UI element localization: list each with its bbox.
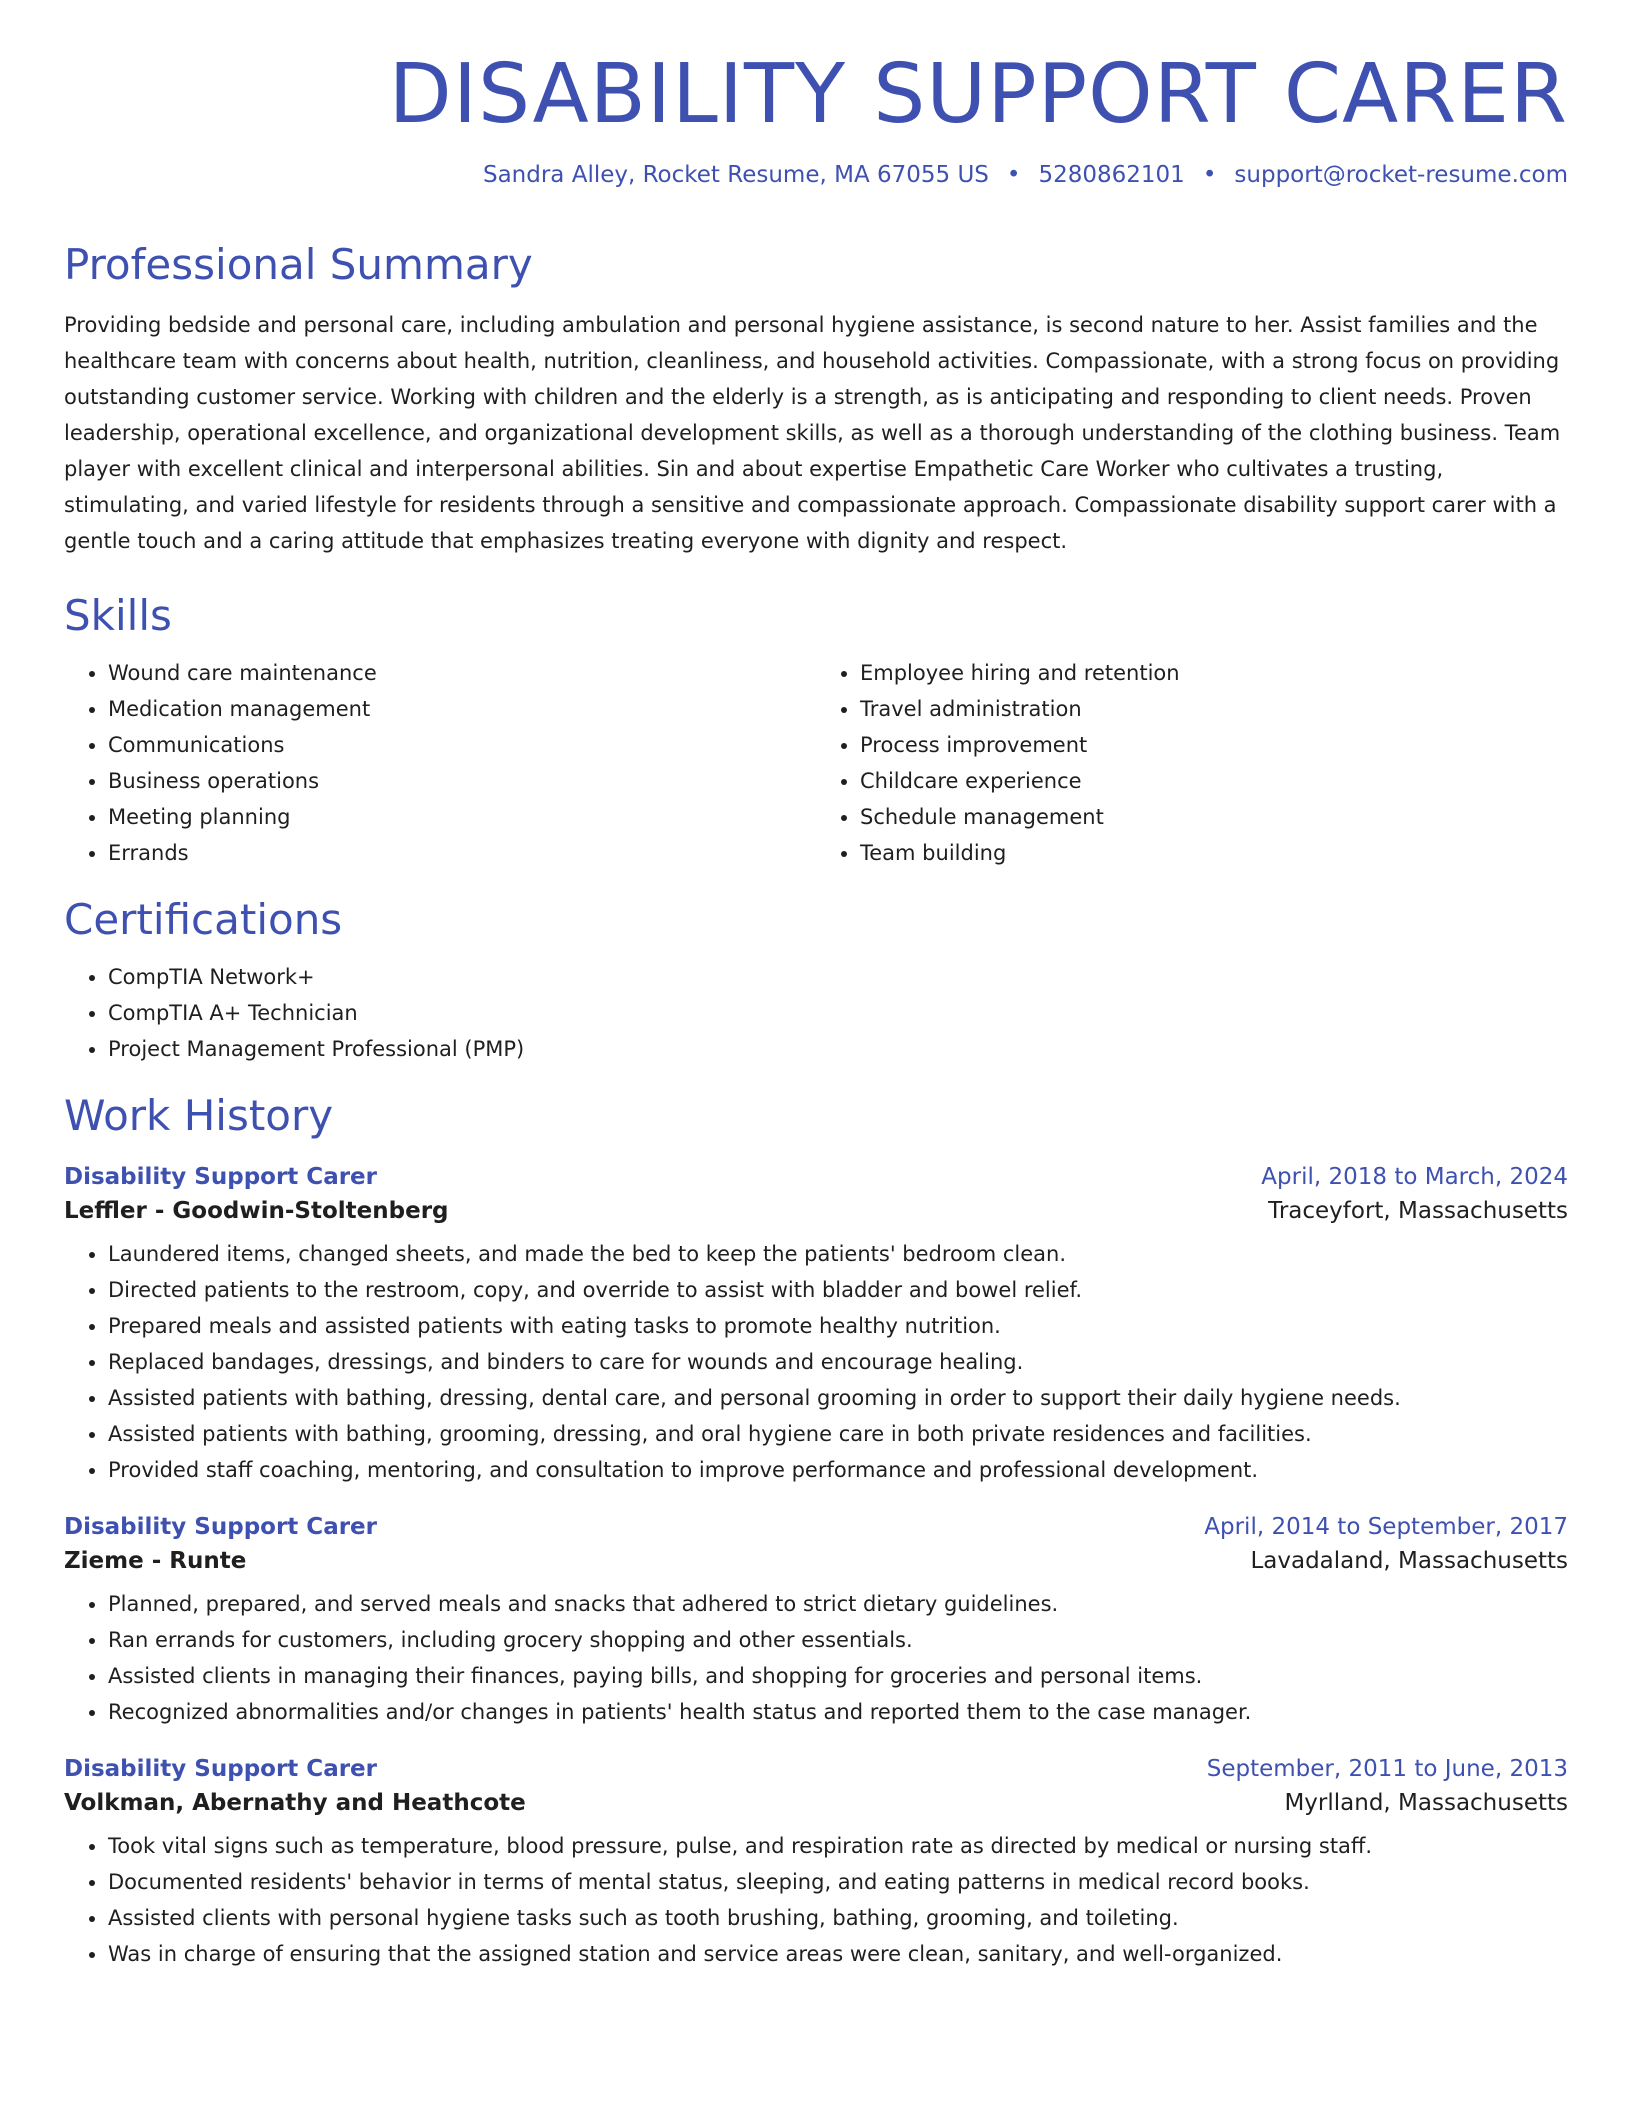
job-bullet: • Documented residents' behavior in terms of mental status, sleeping, and eating patterns in medical record books. — [108, 1864, 1568, 1900]
certification-item: • CompTIA Network+ — [108, 959, 1568, 995]
job-company: Volkman, Abernathy and Heathcote — [64, 1789, 526, 1816]
job-bullet: • Assisted clients with personal hygiene tasks such as tooth brushing, bathing, grooming, and toileting. — [108, 1900, 1568, 1936]
skills-section — [64, 591, 1568, 871]
job-title: Disability Support Carer — [64, 1755, 377, 1782]
skill-item: • Schedule management — [860, 799, 1568, 835]
job-location: Traceyfort, Massachusetts — [1268, 1197, 1568, 1224]
job-subheader — [64, 1548, 1568, 1574]
skills-heading: Skills — [64, 590, 172, 640]
certification-item: • CompTIA A+ Technician — [108, 995, 1568, 1031]
job-header — [64, 1756, 1568, 1782]
work-history-heading: Work History — [64, 1091, 334, 1141]
contact-separator: • — [1006, 162, 1021, 189]
skill-item: • Travel administration — [860, 691, 1568, 727]
job-bullet: • Ran errands for customers, including grocery shopping and other essentials. — [108, 1622, 1568, 1658]
job-bullet: • Recognized abnormalities and/or changes in patients' health status and reported them to the case manager. — [108, 1694, 1568, 1730]
skills-list-left — [64, 655, 816, 871]
certification-item: • Project Management Professional (PMP) — [108, 1031, 1568, 1067]
job-bullet: • Assisted patients with bathing, dressing, dental care, and personal grooming in order to support their daily hygiene needs. — [108, 1380, 1568, 1416]
skill-item: • Wound care maintenance — [108, 655, 816, 691]
job-location: Myrlland, Massachusetts — [1284, 1789, 1568, 1816]
job-bullet: • Replaced bandages, dressings, and binders to care for wounds and encourage healing. — [108, 1344, 1568, 1380]
job-entry — [64, 1514, 1568, 1730]
job-dates: September, 2011 to June, 2013 — [1206, 1755, 1568, 1782]
skill-item: • Communications — [108, 727, 816, 763]
job-bullets — [64, 1236, 1568, 1488]
job-subheader — [64, 1198, 1568, 1224]
job-bullet: • Took vital signs such as temperature, blood pressure, pulse, and respiration rate as directed by medical or nursing staff. — [108, 1828, 1568, 1864]
skills-grid — [64, 655, 1568, 871]
job-bullet: • Directed patients to the restroom, copy, and override to assist with bladder and bowel relief. — [108, 1272, 1568, 1308]
contact-separator: • — [1202, 162, 1217, 189]
job-bullet: • Assisted clients in managing their finances, paying bills, and shopping for groceries and personal items. — [108, 1658, 1568, 1694]
job-company: Zieme - Runte — [64, 1547, 247, 1574]
job-header — [64, 1514, 1568, 1540]
job-entry — [64, 1756, 1568, 1972]
job-entry — [64, 1164, 1568, 1488]
skill-item: • Medication management — [108, 691, 816, 727]
contact-email: support@rocket-resume.com — [1234, 162, 1568, 189]
candidate-title: DISABILITY SUPPORT CARER — [388, 47, 1568, 142]
work-history-section — [64, 1091, 1568, 1971]
job-subheader — [64, 1790, 1568, 1816]
job-bullets — [64, 1586, 1568, 1730]
job-header — [64, 1164, 1568, 1190]
job-title: Disability Support Carer — [64, 1163, 377, 1190]
skill-item: • Employee hiring and retention — [860, 655, 1568, 691]
contact-phone: 5280862101 — [1038, 162, 1185, 189]
job-bullets — [64, 1828, 1568, 1972]
job-bullet: • Was in charge of ensuring that the assigned station and service areas were clean, sanitary, and well-organized. — [108, 1936, 1568, 1972]
job-title: Disability Support Carer — [64, 1513, 377, 1540]
skill-item: • Errands — [108, 835, 816, 871]
job-company: Leffler - Goodwin-Stoltenberg — [64, 1197, 449, 1224]
skill-item: • Process improvement — [860, 727, 1568, 763]
skill-item: • Business operations — [108, 763, 816, 799]
certifications-list — [64, 959, 1568, 1067]
skill-item: • Childcare experience — [860, 763, 1568, 799]
contact-line — [64, 162, 1568, 188]
job-bullet: • Prepared meals and assisted patients with eating tasks to promote healthy nutrition. — [108, 1308, 1568, 1344]
job-dates: April, 2014 to September, 2017 — [1204, 1513, 1568, 1540]
contact-address: Sandra Alley, Rocket Resume, MA 67055 US — [482, 162, 989, 189]
certifications-heading: Certifications — [64, 894, 343, 944]
skill-item: • Meeting planning — [108, 799, 816, 835]
job-dates: April, 2018 to March, 2024 — [1261, 1163, 1568, 1190]
job-bullet: • Assisted patients with bathing, grooming, dressing, and oral hygiene care in both private residences and facilities. — [108, 1416, 1568, 1452]
skill-item: • Team building — [860, 835, 1568, 871]
skills-list-right — [816, 655, 1568, 871]
summary-text: Providing bedside and personal care, including ambulation and personal hygiene assistance, is second nature to her. Assist families and the healthcare team with concerns about health, nutrition, cleanliness, and household activities. Compassionate, with a strong focus on providing outstanding customer service. Working with children and the elderly is a strength, as is anticipating and responding to client needs. Proven leadership, operational excellence, and organizational development skills, as well as a thorough understanding of the clothing business. Team player with excellent clinical and interpersonal abilities. Sin and about expertise Empathetic Care Worker who cultivates a trusting, stimulating, and varied lifestyle for residents through a sensitive and compassionate approach. Compassionate disability support carer with a gentle touch and a caring attitude that emphasizes treating everyone with dignity and respect. — [64, 312, 1561, 553]
job-bullet: • Provided staff coaching, mentoring, and consultation to improve performance and professional development. — [108, 1452, 1568, 1488]
job-location: Lavadaland, Massachusetts — [1250, 1547, 1568, 1574]
resume-header — [64, 0, 1568, 188]
resume-page — [64, 0, 1568, 1972]
job-bullet: • Planned, prepared, and served meals and snacks that adhered to strict dietary guidelines. — [108, 1586, 1568, 1622]
certifications-section — [64, 895, 1568, 1067]
job-bullet: • Laundered items, changed sheets, and made the bed to keep the patients' bedroom clean. — [108, 1236, 1568, 1272]
summary-heading: Professional Summary — [64, 240, 533, 290]
summary-section — [64, 240, 1568, 558]
